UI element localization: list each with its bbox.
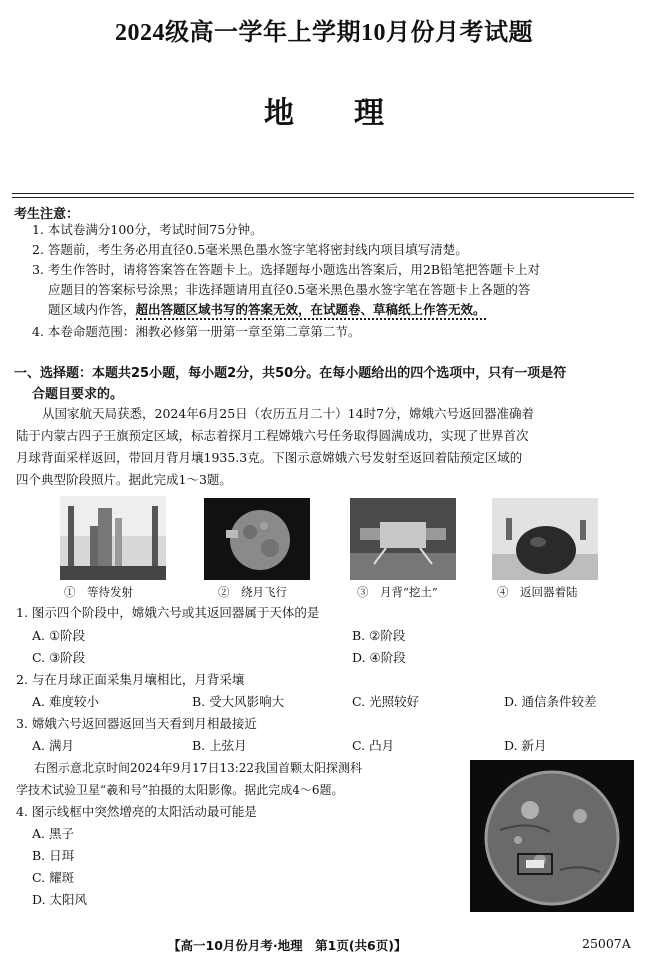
notice-item-2: 2. 答题前，考生务必用直径0.5毫米黑色墨水签字笔将密封线内项目填写清楚。	[32, 242, 468, 257]
section1-heading: 一、选择题：本题共25小题，每小题2分，共50分。在每小题给出的四个选项中，只有一项是符	[14, 366, 567, 381]
passage2-line-1: 右图示意北京时间2024年9月17日13:22我国首颗太阳探测科	[34, 761, 363, 775]
photo-lunar-surface	[350, 498, 456, 580]
header-rule-top	[12, 193, 634, 194]
question-3-option-d: D. 新月	[504, 738, 547, 753]
photo-caption-2: ② 绕月飞行	[218, 585, 287, 599]
question-3-option-a: A. 满月	[32, 738, 74, 753]
question-4-stem: 4. 图示线框中突然增亮的太阳活动最可能是	[16, 804, 257, 819]
question-4-option-b: B. 日珥	[32, 848, 75, 863]
question-2-option-b: B. 受大风影响大	[192, 694, 285, 709]
question-4-option-d: D. 太阳风	[32, 892, 88, 907]
question-2-option-c: C. 光照较好	[352, 694, 420, 709]
passage1-line-2: 陆于内蒙古四子王旗预定区域，标志着探月工程嫦娥六号任务取得圆满成功，实现了世界首次	[16, 428, 529, 443]
photo-capsule-landing	[492, 498, 598, 580]
passage1-line-3: 月球背面采样返回，带回月背月壤1935.3克。下图示意嫦娥六号发射至返回着陆预定区域的	[16, 450, 523, 465]
exam-title: 2024级高一学年上学期10月份月考试题	[115, 20, 533, 46]
question-1-option-d: D. ④阶段	[352, 650, 406, 665]
question-1-option-b: B. ②阶段	[352, 628, 406, 643]
notice-item-3-cont2: 题区域内作答，超出答题区域书写的答案无效，在试题卷、草稿纸上作答无效。	[48, 300, 486, 320]
notice-heading: 考生注意：	[14, 207, 80, 222]
subject-title: 地理	[264, 97, 444, 130]
header-rule-bottom	[12, 197, 634, 198]
question-1-stem: 1. 图示四个阶段中，嫦娥六号或其返回器属于天体的是	[16, 605, 320, 620]
photo-lunar-orbit	[204, 498, 310, 580]
question-4-option-a: A. 黑子	[32, 826, 74, 841]
notice-item-3-cont: 应题目的答案标号涂黑；非选择题请用直径0.5毫米黑色墨水签字笔在答题卡上各题的答	[48, 282, 531, 297]
section1-heading-cont: 合题目要求的。	[32, 387, 124, 402]
sun-image	[470, 760, 634, 912]
question-2-option-a: A. 难度较小	[32, 694, 99, 709]
question-1-option-a: A. ①阶段	[32, 628, 86, 643]
notice-item-1: 1. 本试卷满分100分，考试时间75分钟。	[32, 222, 263, 237]
question-1-option-c: C. ③阶段	[32, 650, 86, 665]
question-3-option-b: B. 上弦月	[192, 738, 247, 753]
question-3-option-c: C. 凸月	[352, 738, 395, 753]
notice-item-3: 3. 考生作答时，请将答案答在答题卡上。选择题每小题选出答案后，用2B铅笔把答题卡上对	[32, 262, 541, 277]
photo-caption-3: ③ 月背“挖土”	[357, 585, 438, 599]
question-3-stem: 3. 嫦娥六号返回器返回当天看到月相最接近	[16, 716, 257, 731]
photo-caption-1: ① 等待发射	[64, 585, 133, 599]
page-footer: 【高一10月份月考·地理 第1页(共6页)】	[168, 938, 407, 953]
passage1-line-1: 从国家航天局获悉，2024年6月25日（农历五月二十）14时7分，嫦娥六号返回器准确着	[42, 406, 535, 421]
paper-code: 25007A	[582, 936, 631, 951]
photo-launch	[60, 496, 166, 580]
passage1-line-4: 四个典型阶段照片。据此完成1～3题。	[16, 472, 232, 487]
question-2-option-d: D. 通信条件较差	[504, 694, 597, 709]
notice-item-4: 4. 本卷命题范围：湘教必修第一册第一章至第二章第二节。	[32, 324, 361, 339]
question-2-stem: 2. 与在月球正面采集月壤相比，月背采壤	[16, 672, 245, 687]
notice-emphasis: 超出答题区域书写的答案无效，在试题卷、草稿纸上作答无效。	[136, 302, 486, 320]
passage2-line-2: 学技术试验卫星“羲和号”拍摄的太阳影像。据此完成4～6题。	[16, 783, 344, 797]
photo-caption-4: ④ 返回器着陆	[497, 585, 578, 599]
question-4-option-c: C. 耀斑	[32, 870, 75, 885]
